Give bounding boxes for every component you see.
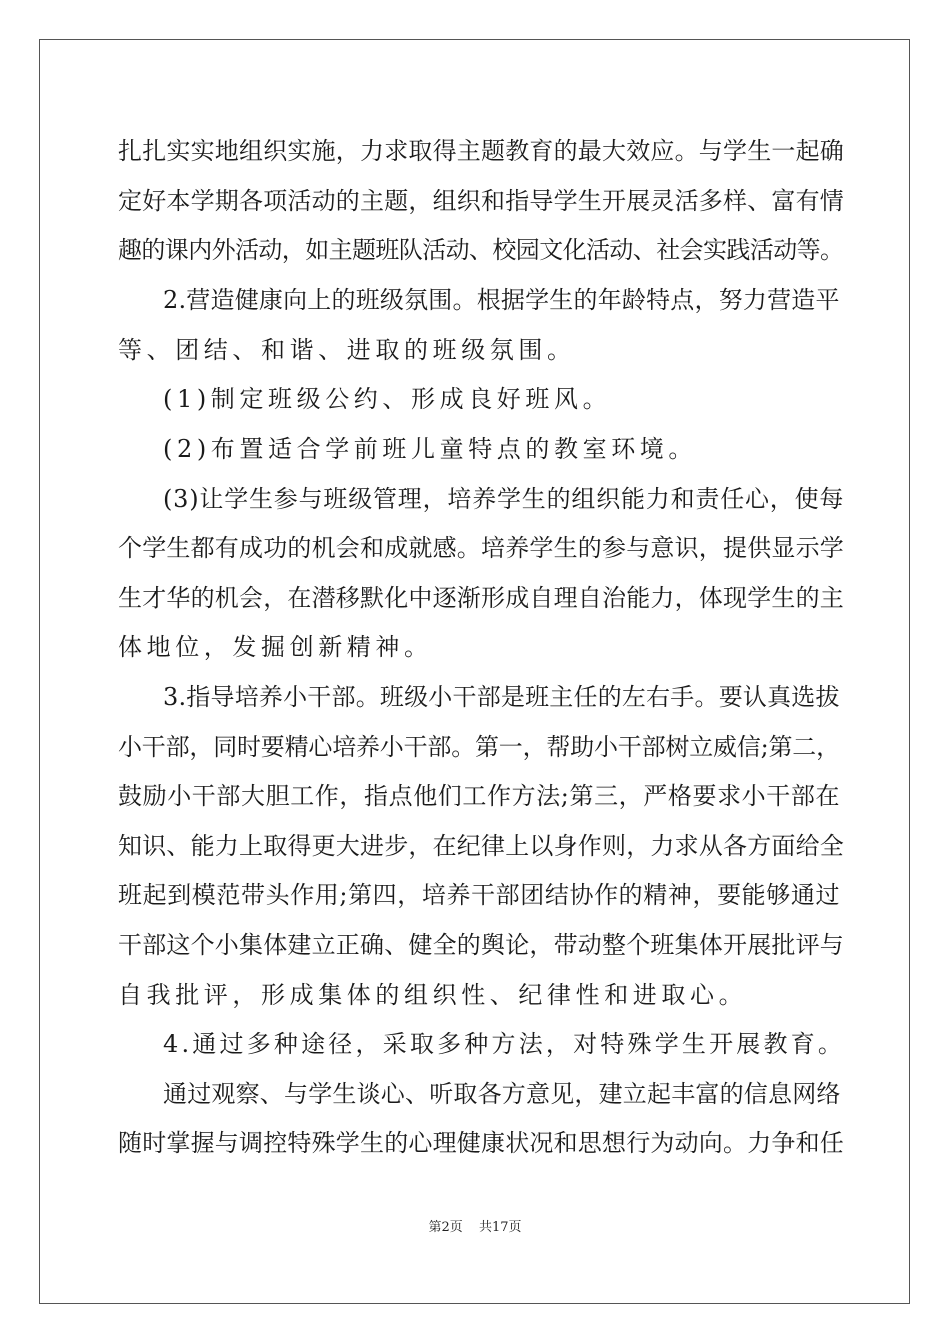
text-line: 鼓励小干部大胆工作，指点他们工作方法;第三，严格要求小干部在: [118, 782, 841, 810]
text-line: 生才华的机会，在潜移默化中逐渐形成自理自治能力，体现学生的主: [118, 584, 844, 612]
text-line: 定好本学期各项活动的主题，组织和指导学生开展灵活多样、富有情: [118, 187, 844, 215]
text-line: 小干部，同时要精心培养小干部。第一，帮助小干部树立威信;第二，: [118, 733, 840, 761]
page-footer: [0, 1219, 950, 1237]
text-line: 3.指导培养小干部。班级小干部是班主任的左右手。要认真选拔: [163, 683, 840, 711]
text-line: 知识、能力上取得更大进步，在纪律上以身作则，力求从各方面给全: [118, 832, 844, 860]
page-border: [39, 39, 910, 1304]
text-line: 趣的课内外活动，如主题班队活动、校园文化活动、社会实践活动等。: [118, 236, 844, 264]
text-line: (1)制定班级公约、形成良好班风。: [163, 385, 612, 413]
text-line: 通过观察、与学生谈心、听取各方意见，建立起丰富的信息网络: [163, 1080, 841, 1108]
text-line: 随时掌握与调控特殊学生的心理健康状况和思想行为动向。力争和任: [118, 1129, 844, 1157]
text-line: (2)布置适合学前班儿童特点的教室环境。: [163, 435, 697, 463]
text-line: 等、团结、和谐、进取的班级氛围。: [118, 336, 576, 364]
text-line: 个学生都有成功的机会和成就感。培养学生的参与意识，提供显示学: [118, 534, 844, 562]
text-line: 干部这个小集体建立正确、健全的舆论，带动整个班集体开展批评与: [118, 931, 844, 959]
text-line: 4.通过多种途径，采取多种方法，对特殊学生开展教育。: [163, 1030, 846, 1058]
text-line: 自我批评，形成集体的组织性、纪律性和进取心。: [118, 981, 748, 1009]
text-line: 2.营造健康向上的班级氛围。根据学生的年龄特点，努力营造平: [163, 286, 840, 314]
text-line: 体地位，发掘创新精神。: [118, 633, 433, 661]
page-number-current: 第2页: [428, 1220, 463, 1235]
page-number-total: 共17页: [478, 1220, 522, 1235]
text-line: 班起到模范带头作用;第四，培养干部团结协作的精神，要能够通过: [118, 881, 841, 909]
text-line: (3)让学生参与班级管理，培养学生的组织能力和责任心，使每: [163, 485, 845, 513]
text-line: 扎扎实实地组织实施，力求取得主题教育的最大效应。与学生一起确: [118, 137, 844, 165]
